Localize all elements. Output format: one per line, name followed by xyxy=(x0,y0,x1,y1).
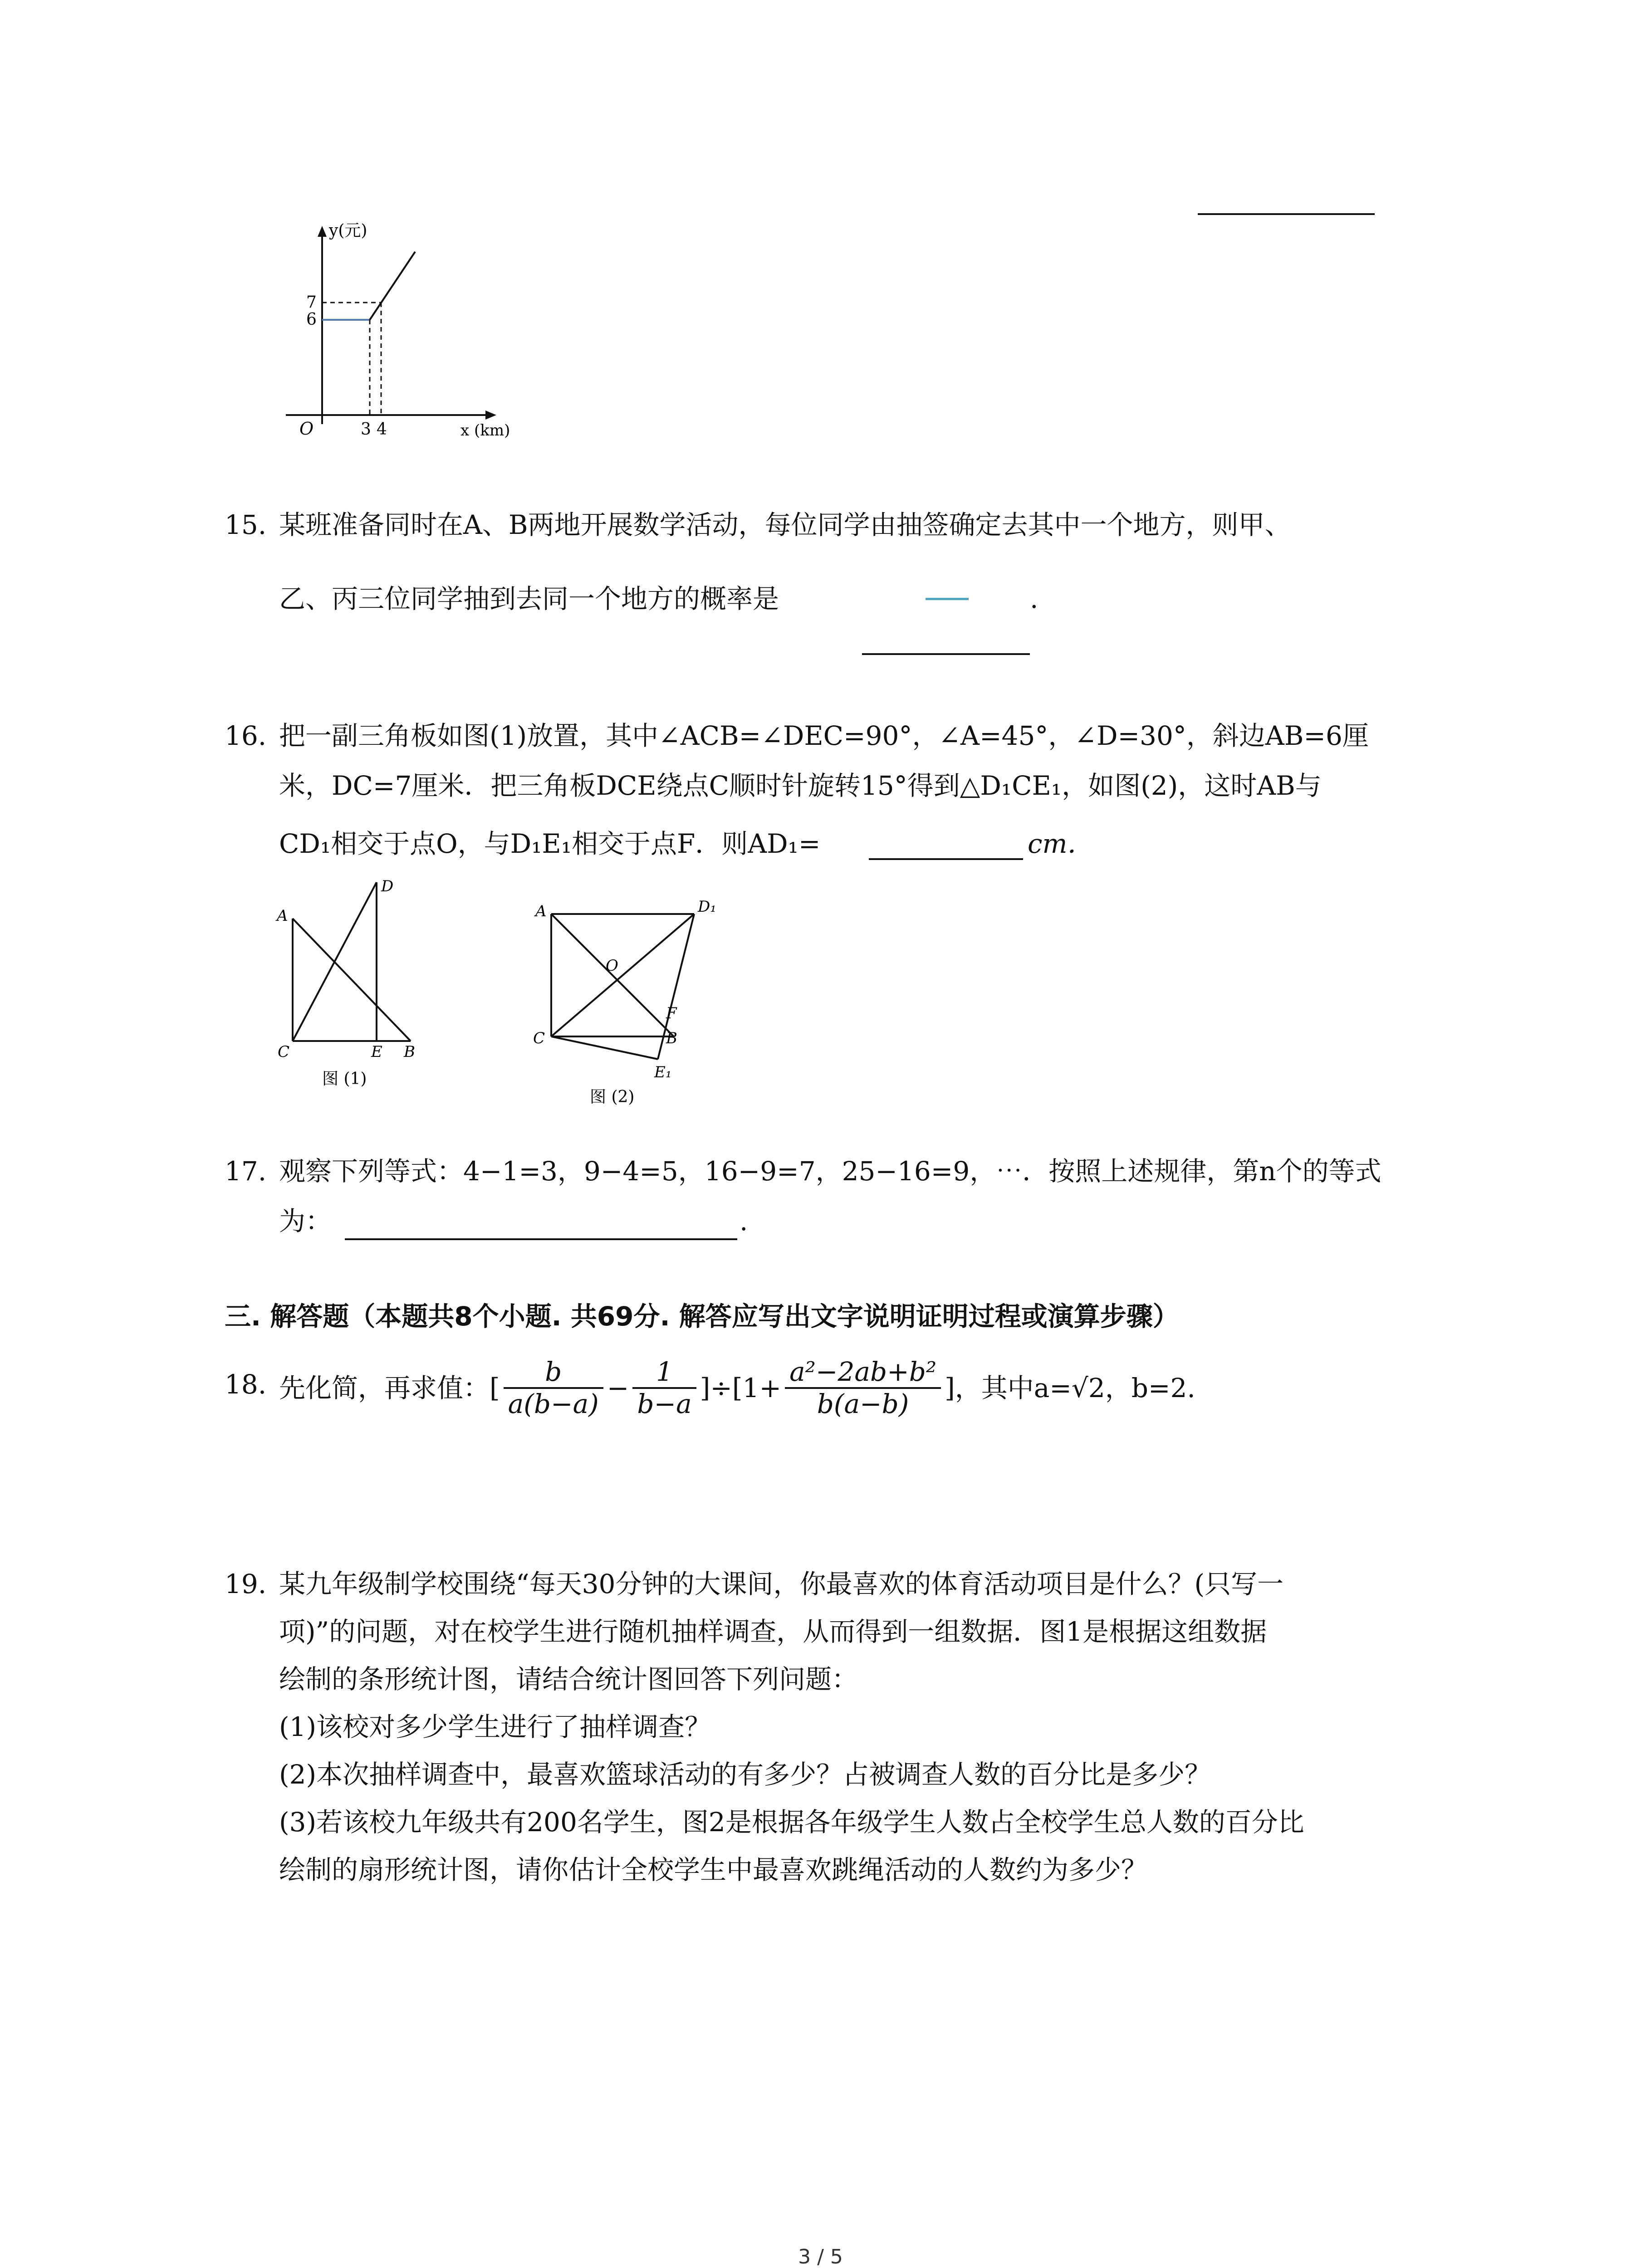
q19-number: 19. xyxy=(225,1569,267,1599)
q18-suffix: ]，其中a=√2，b=2. xyxy=(945,1372,1195,1403)
q16-answer-blank xyxy=(869,858,1023,860)
q19-sub3b: 绘制的扇形统计图，请你估计全校学生中最喜欢跳绳活动的人数约为多少？ xyxy=(279,1854,1148,1885)
q18-prefix: 先化简，再求值：[ xyxy=(279,1372,500,1403)
q18-frac1-num: b xyxy=(504,1357,603,1389)
q15-period: . xyxy=(1030,583,1038,614)
section3-heading: 三. 解答题（本题共8个小题. 共69分. 解答应写出文字说明证明过程或演算步骤） xyxy=(225,1301,1179,1332)
answer-blank-q14 xyxy=(1198,213,1375,215)
q15-number: 15. xyxy=(225,509,267,540)
graph-y-tick-6: 6 xyxy=(306,310,317,329)
q18-fraction-2 xyxy=(632,1357,696,1419)
fig2-label-E1: E₁ xyxy=(654,1063,672,1081)
q18-fraction-1 xyxy=(504,1357,603,1419)
graph-origin: O xyxy=(299,419,314,439)
q17-line2: 为： xyxy=(279,1206,332,1237)
q19-line1: 某九年级制学校围绕“每天30分钟的大课间，你最喜欢的体育活动项目是什么？(只写一 xyxy=(279,1569,1284,1599)
fig1-label-C: C xyxy=(278,1043,290,1061)
q18-fraction-3 xyxy=(785,1357,941,1419)
q16-figure-2 xyxy=(522,887,740,1123)
fig1-label-D: D xyxy=(381,877,394,895)
graph-x-tick-4: 4 xyxy=(377,420,387,439)
fig2-caption: 图 (2) xyxy=(590,1088,635,1106)
graph-x-label: x (km) xyxy=(460,421,510,440)
graph-y-tick-7: 7 xyxy=(306,293,317,312)
fig1-label-E: E xyxy=(371,1043,382,1061)
q15-line2: 乙、丙三位同学抽到去同一个地方的概率是 xyxy=(279,583,779,614)
q17-line1: 观察下列等式：4−1=3，9−4=5，16−9=7，25−16=9，⋯．按照上述规律，第n个的等式 xyxy=(279,1156,1381,1187)
page-number: 3 / 5 xyxy=(798,2245,843,2268)
fig2-label-B: B xyxy=(666,1029,677,1047)
q18-frac2-den: b−a xyxy=(637,1388,692,1419)
q19-line2: 项)”的问题，对在校学生进行随机抽样调查，从而得到一组数据．图1是根据这组数据 xyxy=(279,1616,1267,1647)
q17-period: . xyxy=(740,1206,748,1237)
graph-y-label: y(元) xyxy=(329,221,367,240)
q16-figure-1 xyxy=(268,869,436,1105)
q18-middle: ]÷[1+ xyxy=(700,1372,782,1403)
q18-frac2-num: 1 xyxy=(632,1357,696,1389)
fig2-label-C: C xyxy=(533,1029,545,1047)
q19-sub2: (2)本次抽样调查中，最喜欢篮球活动的有多少？占被调查人数的百分比是多少？ xyxy=(279,1759,1211,1790)
q15-line1: 某班准备同时在A、B两地开展数学活动，每位同学由抽签确定去其中一个地方，则甲、 xyxy=(279,509,1291,540)
q16-line3: CD₁相交于点O，与D₁E₁相交于点F．则AD₁= xyxy=(279,828,821,859)
fig2-label-A: A xyxy=(535,902,547,920)
graph-x-tick-3: 3 xyxy=(361,420,371,439)
q18-minus: − xyxy=(607,1372,629,1403)
q18-expression xyxy=(279,1343,1195,1433)
q15-fraction-bar xyxy=(926,598,969,600)
q18-frac1-den: a(b−a) xyxy=(508,1388,599,1419)
q18-frac3-num: a²−2ab+b² xyxy=(785,1357,941,1389)
q19-sub1: (1)该校对多少学生进行了抽样调查？ xyxy=(279,1711,711,1742)
q17-number: 17. xyxy=(225,1156,267,1187)
q16-line1: 把一副三角板如图(1)放置，其中∠ACB=∠DEC=90°，∠A=45°，∠D=30°，斜边AB=6厘 xyxy=(279,720,1369,751)
q15-answer-blank xyxy=(862,653,1030,655)
q16-number: 16. xyxy=(225,720,267,751)
q16-unit: cm． xyxy=(1028,828,1094,859)
fig2-label-O: O xyxy=(606,957,618,975)
fig1-label-A: A xyxy=(277,907,288,925)
q18-number: 18. xyxy=(225,1369,267,1400)
fig2-label-F: F xyxy=(666,1004,677,1022)
fig1-caption: 图 (1) xyxy=(322,1070,367,1088)
q19-line3: 绘制的条形统计图，请结合统计图回答下列问题： xyxy=(279,1664,858,1695)
q17-answer-blank xyxy=(345,1238,737,1240)
fig2-label-D1: D₁ xyxy=(698,898,716,916)
q19-sub3a: (3)若该校九年级共有200名学生，图2是根据各年级学生人数占全校学生总人数的百分比 xyxy=(279,1807,1304,1838)
q18-frac3-den: b(a−b) xyxy=(817,1388,909,1419)
fig1-label-B: B xyxy=(404,1043,415,1061)
q14-graph xyxy=(268,218,522,454)
q16-line2: 米，DC=7厘米．把三角板DCE绕点C顺时针旋转15°得到△D₁CE₁，如图(2)，这时AB与 xyxy=(279,770,1322,801)
